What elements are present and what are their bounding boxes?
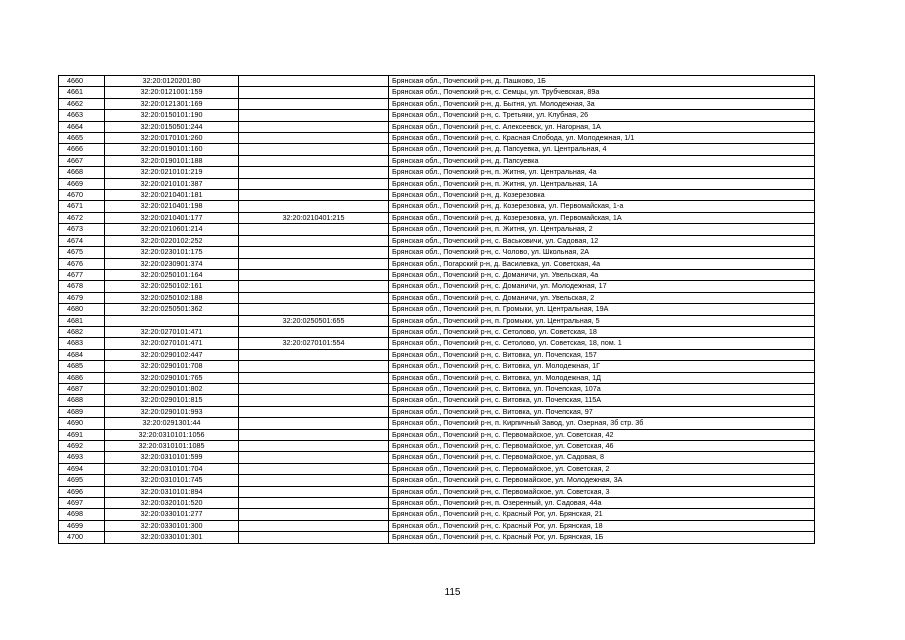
cadastral-number: 32:20:0210401:198 [105, 201, 239, 212]
cadastral-number: 32:20:0310101:894 [105, 486, 239, 497]
cadastral-number: 32:20:0290101:765 [105, 372, 239, 383]
address: Брянская обл., Почепский р-н, с. Алексеевск, ул. Нагорная, 1А [389, 121, 815, 132]
address: Брянская обл., Почепский р-н, с. Чолово, ул. Школьная, 2А [389, 247, 815, 258]
address: Брянская обл., Почепский р-н, с. Первомайское, ул. Молодежная, 3А [389, 475, 815, 486]
object-cadastral-number [239, 144, 389, 155]
table-row [59, 281, 815, 292]
table-row [59, 326, 815, 337]
row-number: 4694 [59, 463, 105, 474]
cadastral-number: 32:20:0290101:708 [105, 361, 239, 372]
address: Брянская обл., Почепский р-н, п. Житня, ул. Центральная, 1А [389, 178, 815, 189]
row-number: 4699 [59, 520, 105, 531]
cadastral-number: 32:20:0330101:301 [105, 532, 239, 543]
address: Брянская обл., Почепский р-н, с. Первомайское, ул. Садовая, 8 [389, 452, 815, 463]
table-row [59, 121, 815, 132]
row-number: 4679 [59, 292, 105, 303]
object-cadastral-number [239, 463, 389, 474]
address: Брянская обл., Погарский р-н, д. Василевка, ул. Советская, 4а [389, 258, 815, 269]
cadastral-number: 32:20:0250102:188 [105, 292, 239, 303]
cadastral-number: 32:20:0220102:252 [105, 235, 239, 246]
row-number: 4682 [59, 326, 105, 337]
table-row [59, 133, 815, 144]
cadastral-number: 32:20:0150101:190 [105, 110, 239, 121]
object-cadastral-number [239, 383, 389, 394]
address: Брянская обл., Почепский р-н, с. Семцы, ул. Трубчевская, 89а [389, 87, 815, 98]
address: Брянская обл., Почепский р-н, д. Пашково, 1Б [389, 76, 815, 87]
row-number: 4662 [59, 98, 105, 109]
address: Брянская обл., Почепский р-н, с. Доманичи, ул. Увельская, 4а [389, 269, 815, 280]
table-row [59, 361, 815, 372]
object-cadastral-number [239, 133, 389, 144]
object-cadastral-number [239, 520, 389, 531]
row-number: 4690 [59, 418, 105, 429]
cadastral-number: 32:20:0310101:704 [105, 463, 239, 474]
cadastral-number: 32:20:0330101:277 [105, 509, 239, 520]
cadastral-number: 32:20:0210101:387 [105, 178, 239, 189]
object-cadastral-number [239, 258, 389, 269]
row-number: 4675 [59, 247, 105, 258]
row-number: 4700 [59, 532, 105, 543]
cadastral-number: 32:20:0270101:471 [105, 326, 239, 337]
address: Брянская обл., Почепский р-н, с. Витовка, ул. Молодежная, 1Д [389, 372, 815, 383]
object-cadastral-number [239, 361, 389, 372]
object-cadastral-number [239, 452, 389, 463]
table-row [59, 144, 815, 155]
cadastral-number: 32:20:0121301:169 [105, 98, 239, 109]
table-row [59, 383, 815, 394]
cadastral-number: 32:20:0270101:471 [105, 338, 239, 349]
row-number: 4660 [59, 76, 105, 87]
address: Брянская обл., Почепский р-н, п. Житня, ул. Центральная, 4а [389, 167, 815, 178]
table-row [59, 235, 815, 246]
object-cadastral-number [239, 509, 389, 520]
table-row [59, 224, 815, 235]
row-number: 4668 [59, 167, 105, 178]
row-number: 4670 [59, 190, 105, 201]
table-row [59, 190, 815, 201]
row-number: 4667 [59, 155, 105, 166]
cadastral-number: 32:20:0230901:374 [105, 258, 239, 269]
table-row [59, 509, 815, 520]
address: Брянская обл., Почепский р-н, д. Папсуевка, ул. Центральная, 4 [389, 144, 815, 155]
address: Брянская обл., Почепский р-н, с. Красный Рог, ул. Брянская, 18 [389, 520, 815, 531]
object-cadastral-number [239, 372, 389, 383]
address: Брянская обл., Почепский р-н, с. Витовка, ул. Почепская, 97 [389, 406, 815, 417]
object-cadastral-number [239, 224, 389, 235]
table-row [59, 258, 815, 269]
object-cadastral-number [239, 110, 389, 121]
table-row [59, 475, 815, 486]
cadastral-number: 32:20:0210401:177 [105, 212, 239, 223]
address: Брянская обл., Почепский р-н, с. Красная Слобода, ул. Молодежная, 1/1 [389, 133, 815, 144]
object-cadastral-number [239, 475, 389, 486]
object-cadastral-number [239, 429, 389, 440]
object-cadastral-number [239, 178, 389, 189]
row-number: 4686 [59, 372, 105, 383]
table-row [59, 110, 815, 121]
row-number: 4688 [59, 395, 105, 406]
object-cadastral-number [239, 498, 389, 509]
object-cadastral-number [239, 418, 389, 429]
cadastral-number: 32:20:0291301:44 [105, 418, 239, 429]
table-row [59, 178, 815, 189]
cadastral-number: 32:20:0310101:1056 [105, 429, 239, 440]
row-number: 4687 [59, 383, 105, 394]
object-cadastral-number [239, 281, 389, 292]
table-row [59, 304, 815, 315]
table-row [59, 338, 815, 349]
address: Брянская обл., Почепский р-н, с. Витовка, ул. Молодежная, 1Г [389, 361, 815, 372]
object-cadastral-number [239, 532, 389, 543]
object-cadastral-number: 32:20:0270101:554 [239, 338, 389, 349]
row-number: 4691 [59, 429, 105, 440]
address: Брянская обл., Почепский р-н, д. Козерезовка, ул. Первомайская, 1А [389, 212, 815, 223]
table-row [59, 463, 815, 474]
table-row [59, 406, 815, 417]
address: Брянская обл., Почепский р-н, с. Доманичи, ул. Увельская, 2 [389, 292, 815, 303]
row-number: 4697 [59, 498, 105, 509]
cadastral-number: 32:20:0250101:164 [105, 269, 239, 280]
address: Брянская обл., Почепский р-н, д. Папсуевка [389, 155, 815, 166]
table-row [59, 486, 815, 497]
address: Брянская обл., Почепский р-н, с. Витовка, ул. Почепская, 107а [389, 383, 815, 394]
table-row [59, 269, 815, 280]
row-number: 4663 [59, 110, 105, 121]
table-row [59, 418, 815, 429]
address: Брянская обл., Почепский р-н, п. Озеренный, ул. Садовая, 44а [389, 498, 815, 509]
address: Брянская обл., Почепский р-н, п. Кирпичный Завод, ул. Озерная, 3б стр. 3б [389, 418, 815, 429]
cadastral-number: 32:20:0310101:745 [105, 475, 239, 486]
table-row [59, 201, 815, 212]
address: Брянская обл., Почепский р-н, с. Третьяки, ул. Клубная, 26 [389, 110, 815, 121]
row-number: 4680 [59, 304, 105, 315]
table-row [59, 441, 815, 452]
cadastral-number: 32:20:0290101:802 [105, 383, 239, 394]
table-row [59, 292, 815, 303]
table-row [59, 452, 815, 463]
object-cadastral-number [239, 304, 389, 315]
row-number: 4685 [59, 361, 105, 372]
address: Брянская обл., Почепский р-н, д. Бытня, ул. Молодежная, 3а [389, 98, 815, 109]
object-cadastral-number [239, 326, 389, 337]
address: Брянская обл., Почепский р-н, д. Козерезовка [389, 190, 815, 201]
address: Брянская обл., Почепский р-н, с. Сетолово, ул. Советская, 18 [389, 326, 815, 337]
object-cadastral-number [239, 235, 389, 246]
table-row [59, 155, 815, 166]
object-cadastral-number [239, 155, 389, 166]
table-row [59, 167, 815, 178]
object-cadastral-number [239, 349, 389, 360]
cadastral-number: 32:20:0330101:300 [105, 520, 239, 531]
object-cadastral-number [239, 167, 389, 178]
cadastral-number: 32:20:0210601:214 [105, 224, 239, 235]
address: Брянская обл., Почепский р-н, с. Витовка, ул. Почепская, 115А [389, 395, 815, 406]
table-row [59, 247, 815, 258]
cadastral-number: 32:20:0290101:993 [105, 406, 239, 417]
cadastral-number: 32:20:0290102:447 [105, 349, 239, 360]
cadastral-number: 32:20:0310101:599 [105, 452, 239, 463]
address: Брянская обл., Почепский р-н, с. Красный Рог, ул. Брянская, 1Б [389, 532, 815, 543]
table-row [59, 349, 815, 360]
row-number: 4696 [59, 486, 105, 497]
object-cadastral-number: 32:20:0210401:215 [239, 212, 389, 223]
cadastral-number: 32:20:0320101:520 [105, 498, 239, 509]
row-number: 4677 [59, 269, 105, 280]
cadastral-number: 32:20:0190101:160 [105, 144, 239, 155]
row-number: 4678 [59, 281, 105, 292]
table-row [59, 520, 815, 531]
object-cadastral-number [239, 87, 389, 98]
object-cadastral-number [239, 190, 389, 201]
row-number: 4671 [59, 201, 105, 212]
table-row [59, 395, 815, 406]
address: Брянская обл., Почепский р-н, с. Первомайское, ул. Советская, 2 [389, 463, 815, 474]
address: Брянская обл., Почепский р-н, с. Первомайское, ул. Советская, 46 [389, 441, 815, 452]
table-row [59, 315, 815, 326]
cadastral-number: 32:20:0230101:175 [105, 247, 239, 258]
cadastral-number: 32:20:0190101:188 [105, 155, 239, 166]
row-number: 4695 [59, 475, 105, 486]
address: Брянская обл., Почепский р-н, д. Козерезовка, ул. Первомайская, 1-а [389, 201, 815, 212]
row-number: 4661 [59, 87, 105, 98]
table-row [59, 429, 815, 440]
registry-table [58, 75, 815, 544]
cadastral-number: 32:20:0150501:244 [105, 121, 239, 132]
row-number: 4672 [59, 212, 105, 223]
cadastral-number: 32:20:0210401:181 [105, 190, 239, 201]
cadastral-number [105, 315, 239, 326]
row-number: 4676 [59, 258, 105, 269]
object-cadastral-number [239, 486, 389, 497]
object-cadastral-number [239, 98, 389, 109]
cadastral-number: 32:20:0210101:219 [105, 167, 239, 178]
cadastral-number: 32:20:0310101:1085 [105, 441, 239, 452]
address: Брянская обл., Почепский р-н, с. Красный Рог, ул. Брянская, 21 [389, 509, 815, 520]
row-number: 4664 [59, 121, 105, 132]
object-cadastral-number [239, 441, 389, 452]
row-number: 4683 [59, 338, 105, 349]
object-cadastral-number [239, 247, 389, 258]
address: Брянская обл., Почепский р-н, с. Доманичи, ул. Молодежная, 17 [389, 281, 815, 292]
address: Брянская обл., Почепский р-н, с. Первомайское, ул. Советская, 42 [389, 429, 815, 440]
cadastral-number: 32:20:0250102:161 [105, 281, 239, 292]
row-number: 4681 [59, 315, 105, 326]
address: Брянская обл., Почепский р-н, с. Витовка, ул. Почепская, 157 [389, 349, 815, 360]
page-number: 115 [444, 587, 461, 598]
address: Брянская обл., Почепский р-н, с. Сетолово, ул. Советская, 18, пом. 1 [389, 338, 815, 349]
object-cadastral-number [239, 201, 389, 212]
table-row [59, 498, 815, 509]
row-number: 4689 [59, 406, 105, 417]
object-cadastral-number [239, 406, 389, 417]
row-number: 4673 [59, 224, 105, 235]
table-row [59, 98, 815, 109]
row-number: 4693 [59, 452, 105, 463]
table-row [59, 212, 815, 223]
object-cadastral-number: 32:20:0250501:655 [239, 315, 389, 326]
cadastral-number: 32:20:0121001:159 [105, 87, 239, 98]
cadastral-number: 32:20:0170101:260 [105, 133, 239, 144]
object-cadastral-number [239, 292, 389, 303]
row-number: 4698 [59, 509, 105, 520]
object-cadastral-number [239, 76, 389, 87]
row-number: 4665 [59, 133, 105, 144]
object-cadastral-number [239, 121, 389, 132]
cadastral-number: 32:20:0250501:362 [105, 304, 239, 315]
table-row [59, 372, 815, 383]
address: Брянская обл., Почепский р-н, с. Васьковичи, ул. Садовая, 12 [389, 235, 815, 246]
address: Брянская обл., Почепский р-н, п. Житня, ул. Центральная, 2 [389, 224, 815, 235]
address: Брянская обл., Почепский р-н, с. Первомайское, ул. Советская, 3 [389, 486, 815, 497]
object-cadastral-number [239, 395, 389, 406]
row-number: 4684 [59, 349, 105, 360]
object-cadastral-number [239, 269, 389, 280]
row-number: 4674 [59, 235, 105, 246]
cadastral-number: 32:20:0290101:815 [105, 395, 239, 406]
table-row [59, 532, 815, 543]
table-row [59, 87, 815, 98]
cadastral-number: 32:20:0120201:80 [105, 76, 239, 87]
row-number: 4666 [59, 144, 105, 155]
row-number: 4669 [59, 178, 105, 189]
address: Брянская обл., Почепский р-н, п. Громыки, ул. Центральная, 19А [389, 304, 815, 315]
table-row [59, 76, 815, 87]
row-number: 4692 [59, 441, 105, 452]
registry-table-body [59, 76, 815, 544]
address: Брянская обл., Почепский р-н, п. Громыки, ул. Центральная, 5 [389, 315, 815, 326]
